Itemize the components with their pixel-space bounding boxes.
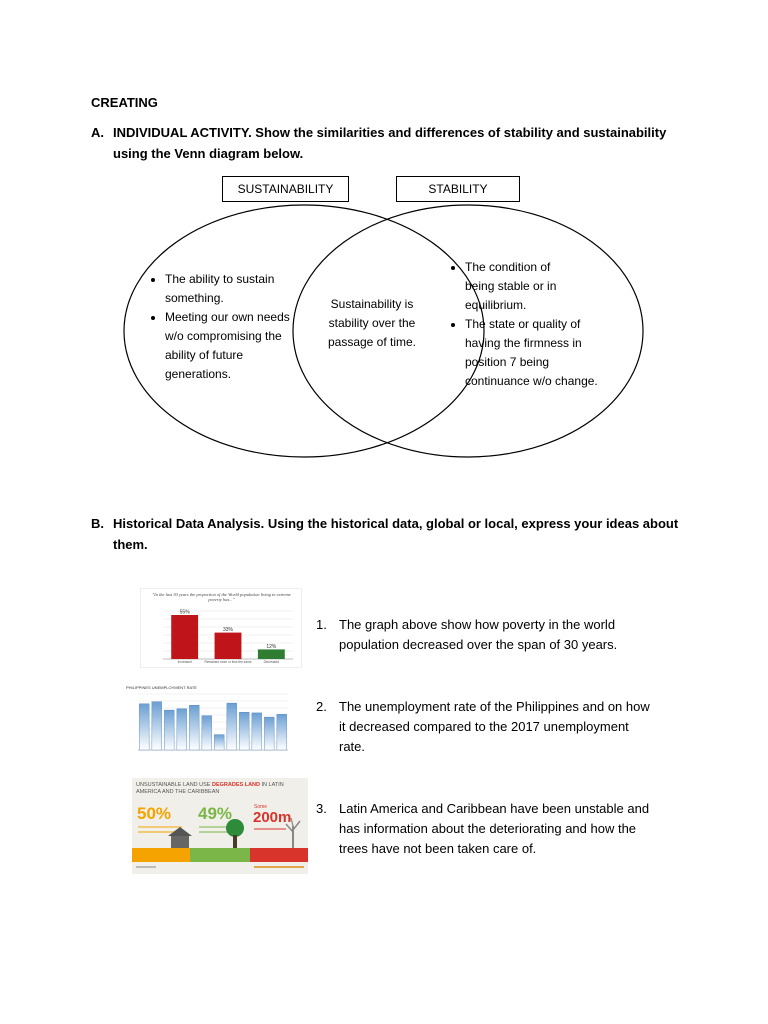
unemployment-chart-thumbnail [124, 684, 302, 756]
section-b-line2: them. [113, 537, 148, 552]
unemployment-bar [189, 705, 199, 750]
unemployment-chart-title: PHILIPPINES UNEMPLOYMENT RATE [126, 685, 197, 690]
poverty-chart-thumbnail [140, 588, 302, 668]
venn-center-text: Sustainability is stability over the passage of time. [327, 297, 417, 349]
heading: CREATING [91, 95, 158, 110]
analysis-item-1 [316, 615, 736, 675]
land-footer-right [254, 866, 304, 868]
poverty-bar-label: 33% [222, 627, 234, 634]
unemployment-bar [214, 735, 224, 750]
analysis-item-3-line2: has information about the deteriorating and how the [339, 821, 637, 836]
analysis-item-2-number: 2. [316, 699, 327, 714]
unemployment-bar [277, 714, 287, 750]
unemployment-bar [227, 703, 237, 750]
analysis-item-2-line3: rate. [339, 739, 366, 754]
poverty-bar-label: 12% [266, 643, 277, 650]
unemployment-bar [164, 710, 174, 750]
unemployment-chart [124, 684, 302, 756]
unemployment-bar [252, 713, 262, 750]
dead-tree-icon [282, 816, 304, 848]
poverty-category-label: Remained more or less the same [204, 660, 252, 664]
analysis-item-2-line2: it decreased compared to the 2017 unemployment [339, 719, 629, 734]
poverty-chart [141, 589, 301, 667]
analysis-item-1-line1: The graph above show how poverty in the world [339, 617, 616, 632]
poverty-bar-label: 55% [179, 609, 190, 616]
venn-right-item-1: • The condition of being stable or in equilibrium. [465, 258, 619, 315]
analysis-item-3 [316, 799, 736, 859]
stability-label: STABILITY [428, 182, 488, 196]
analysis-item-1-number: 1. [316, 617, 327, 632]
venn-left-text [147, 270, 295, 384]
section-b-line1: Historical Data Analysis. Using the historical data, global or local, express your ideas about [113, 516, 679, 531]
unemployment-bar [139, 704, 149, 750]
land-stat-1: 50% [137, 804, 172, 823]
section-a-line2: using the Venn diagram below. [113, 146, 304, 161]
poverty-category-label: Increased [177, 660, 192, 664]
land-infographic-thumbnail [132, 778, 308, 874]
unemployment-bar [239, 712, 249, 750]
section-a-line1: INDIVIDUAL ACTIVITY. Show the similarities and differences of stability and sustainability [113, 125, 667, 140]
poverty-bar [215, 633, 242, 659]
unemployment-bar [152, 702, 162, 750]
venn-diagram [0, 0, 768, 500]
poverty-category-label: Decreased [263, 660, 280, 664]
house-icon [166, 824, 194, 848]
land-footer-left [136, 866, 156, 868]
unemployment-bar [202, 716, 212, 750]
poverty-bar [258, 649, 285, 659]
land-title-c: IN LATIN AMERICA AND THE CARIBBEAN [136, 782, 284, 795]
poverty-chart-caption: "In the last 30 years the proportion of the World population living in extreme poverty has..." [152, 592, 291, 602]
sustainability-label: SUSTAINABILITY [237, 182, 334, 196]
unemployment-bar [177, 709, 187, 750]
unemployment-bar [264, 717, 274, 750]
land-title-b: DEGRADES LAND [212, 782, 260, 788]
land-stat-3: 200m [253, 809, 292, 826]
analysis-item-1-line2: population decreased over the span of 30 years. [339, 637, 618, 652]
section-a-letter: A. [91, 125, 104, 140]
land-infographic-title [136, 782, 296, 796]
land-title-a: UNSUSTAINABLE LAND USE [136, 782, 211, 788]
venn-left-item-2: • Meeting our own needs w/o compromising the ability of future generations. [165, 308, 295, 384]
analysis-item-3-line1: Latin America and Caribbean have been unstable and [339, 801, 650, 816]
venn-left-item-1: • The ability to sustain something. [165, 270, 295, 308]
analysis-item-3-number: 3. [316, 801, 327, 816]
tree-icon [224, 818, 246, 848]
ground-band-red [250, 848, 308, 862]
analysis-item-2-line1: The unemployment rate of the Philippines and on how [339, 699, 650, 714]
poverty-bar [171, 615, 198, 659]
venn-right-item-2: • The state or quality of having the firmness in position 7 being continuance w/o change. [465, 315, 619, 391]
land-stat-3-prefix: Some [254, 804, 268, 810]
analysis-item-3-line3: trees have not been taken care of. [339, 841, 537, 856]
ground-band-orange [132, 848, 190, 862]
land-stat-2: 49% [198, 804, 233, 823]
venn-right-text [447, 258, 619, 391]
analysis-item-2 [316, 697, 736, 757]
section-b-letter: B. [91, 516, 104, 531]
ground-band-green [190, 848, 250, 862]
